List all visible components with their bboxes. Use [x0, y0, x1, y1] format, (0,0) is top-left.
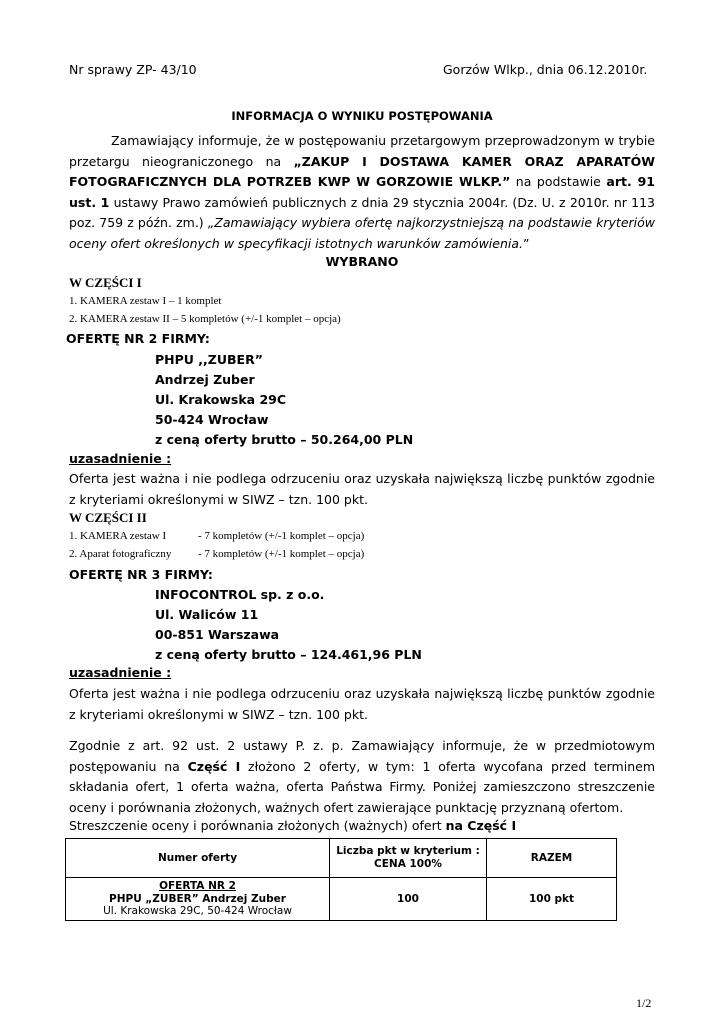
part1-heading: W CZĘŚCI I	[69, 275, 142, 290]
results-table	[65, 838, 617, 921]
table-intro-text: Streszczenie oceny i porównania złożonych (ważnych) ofert	[69, 818, 446, 833]
intro-text-3: ustawy Prawo zamówień publicznych z dnia 29 stycznia 2004r. (Dz. U. z 2010r. nr 113 poz. 759 z późn. zm.)	[69, 194, 655, 230]
document-title: INFORMACJA O WYNIKU POSTĘPOWANIA	[231, 109, 493, 123]
part2-item-1-qty: - 7 kompletów (+/-1 komplet – opcja)	[198, 530, 365, 542]
offer-total: 100 pkt	[487, 878, 617, 921]
part2-firm-name: INFOCONTROL sp. z o.o.	[155, 587, 325, 602]
part1-justification-text: Oferta jest ważna i nie podlega odrzuceniu oraz uzyskała największą liczbę punktów zgodnie z kryteriami określonymi w SIWZ – tzn. 100 pkt.	[69, 471, 655, 507]
part2-item-1-name: 1. KAMERA zestaw I	[69, 530, 167, 542]
part1-firm-name: PHPU ,,ZUBER”	[155, 352, 263, 367]
header-points: Liczba pkt w kryterium : CENA 100%	[330, 839, 487, 878]
part2-justification-label: uzasadnienie :	[69, 665, 172, 680]
part1-item-2: 2. KAMERA zestaw II – 5 kompletów (+/-1 komplet – opcja)	[69, 313, 341, 325]
part1-firm-price: z ceną oferty brutto – 50.264,00 PLN	[155, 432, 414, 447]
case-number: Nr sprawy ZP- 43/10	[69, 62, 197, 77]
intro-subject: „ZAKUP I DOSTAWA KAMER ORAZ APARATÓW FOTOGRAFICZNYCH DLA POTRZEB KWP W GORZOWIE WLKP.”	[69, 153, 655, 189]
part2-item-2-name: 2. Aparat fotograficzny	[69, 548, 172, 560]
offer-number: OFERTA NR 2	[159, 880, 236, 892]
table-header-row	[66, 839, 617, 878]
part1-firm-person: Andrzej Zuber	[155, 372, 255, 387]
part1-firm-street: Ul. Krakowska 29C	[155, 392, 287, 407]
summary-text-1: Zgodnie z art. 92 ust. 2 ustawy P. z. p. Zamawiający informuje, że w przedmiotowym postępowaniu na	[69, 738, 655, 774]
intro-paragraph	[69, 131, 655, 254]
selected-heading: WYBRANO	[325, 254, 399, 269]
intro-text-2: na podstawie	[510, 174, 607, 189]
part2-firm-street: Ul. Waliców 11	[155, 607, 259, 622]
part1-offer-heading: OFERTĘ NR 2 FIRMY:	[66, 331, 210, 346]
intro-text-1: Zamawiający informuje, że w postępowaniu przetargowym przeprowadzonym w trybie przetargu nieograniczonego na	[69, 133, 655, 169]
page-number: 1/2	[636, 996, 652, 1010]
part1-firm-city: 50-424 Wrocław	[155, 412, 269, 427]
part2-firm-city: 00-851 Warszawa	[155, 627, 280, 642]
intro-quote: „Zamawiający wybiera ofertę najkorzystniejszą na podstawie kryteriów oceny ofert określonych w specyfikacji istotnych warunków zamówienia.	[69, 215, 656, 251]
intro-article: art. 91 ust. 1	[69, 174, 655, 210]
header-offer-number: Numer oferty	[66, 839, 330, 878]
part2-heading: W CZĘŚCI II	[69, 510, 147, 525]
offer-address: Ul. Krakowska 29C, 50-424 Wrocław	[103, 905, 292, 917]
part2-offer-heading: OFERTĘ NR 3 FIRMY:	[69, 567, 213, 582]
summary-paragraph	[69, 736, 655, 818]
table-intro-bold: na Część I	[445, 818, 517, 833]
part2-justification-text: Oferta jest ważna i nie podlega odrzuceniu oraz uzyskała największą liczbę punktów zgodnie z kryteriami określonymi w SIWZ – tzn. 100 pkt.	[69, 686, 655, 722]
header-total: RAZEM	[487, 839, 617, 878]
offer-firm: PHPU „ZUBER” Andrzej Zuber	[109, 892, 286, 905]
part1-justification-label: uzasadnienie :	[69, 451, 172, 466]
summary-text-2: złożono 2 oferty, w tym: 1 oferta wycofana przed terminem składania ofert, 1 oferta ważna, oferta Państwa Firmy. Poniżej zamieszczono streszczenie oceny i porównania złożonych, ważnych ofert zawierające punktację przyznaną ofertom.	[69, 758, 655, 815]
place-date: Gorzów Wlkp., dnia 06.12.2010r.	[443, 62, 648, 77]
part2-firm-price: z ceną oferty brutto – 124.461,96 PLN	[155, 647, 422, 662]
table-intro	[69, 818, 516, 833]
intro-quote-end: ”	[523, 235, 530, 251]
offer-cell	[66, 878, 330, 921]
summary-part-label: Część I	[187, 758, 241, 774]
part1-item-1: 1. KAMERA zestaw I – 1 komplet	[69, 295, 222, 307]
offer-points: 100	[330, 878, 487, 921]
part2-item-2-qty: - 7 kompletów (+/-1 komplet – opcja)	[198, 548, 365, 560]
table-row	[66, 878, 617, 921]
